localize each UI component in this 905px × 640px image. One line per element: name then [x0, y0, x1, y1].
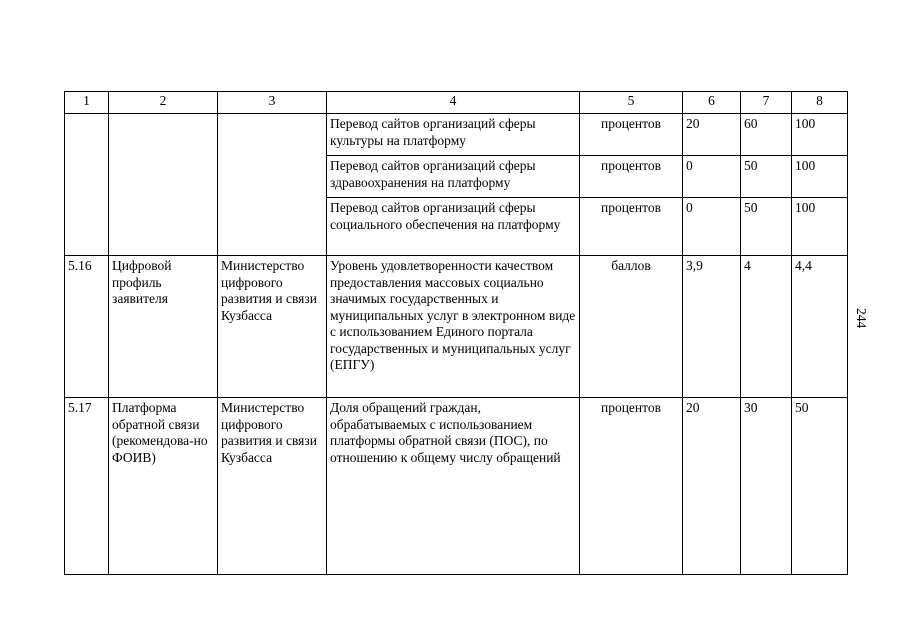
indicator-text: Уровень удовлетворенности качеством предоставления массовых социально значимых государственных и муниципальных услуг в электронном виде с использованием Единого портала государственных и муниципальных услуг (ЕПГУ) [327, 256, 580, 398]
value-col8: 100 [792, 198, 848, 256]
unit-cell: процентов [580, 114, 683, 156]
header-cell: 3 [218, 92, 327, 114]
header-cell: 2 [109, 92, 218, 114]
header-cell: 7 [741, 92, 792, 114]
value-col7: 50 [741, 156, 792, 198]
value-col7: 60 [741, 114, 792, 156]
header-cell: 4 [327, 92, 580, 114]
header-row [65, 92, 848, 114]
project-name: Цифровой профиль заявителя [109, 256, 218, 398]
row-number [65, 114, 109, 256]
value-col7: 4 [741, 256, 792, 398]
table-row [65, 256, 848, 398]
responsible-ministry [218, 114, 327, 256]
header-cell: 5 [580, 92, 683, 114]
row-number: 5.16 [65, 256, 109, 398]
value-col6: 20 [683, 398, 741, 575]
unit-cell: процентов [580, 398, 683, 575]
responsible-ministry: Министерство цифрового развития и связи Кузбасса [218, 256, 327, 398]
value-col6: 0 [683, 156, 741, 198]
header-cell: 6 [683, 92, 741, 114]
value-col8: 100 [792, 156, 848, 198]
unit-cell: процентов [580, 156, 683, 198]
responsible-ministry: Министерство цифрового развития и связи Кузбасса [218, 398, 327, 575]
project-name [109, 114, 218, 256]
row-number: 5.17 [65, 398, 109, 575]
indicator-text: Перевод сайтов организаций сферы социального обеспечения на платформу [327, 198, 580, 256]
indicator-text: Доля обращений граждан, обрабатываемых с использованием платформы обратной связи (ПОС), по отношению к общему числу обращений [327, 398, 580, 575]
value-col7: 30 [741, 398, 792, 575]
indicator-text: Перевод сайтов организаций сферы здравоохранения на платформу [327, 156, 580, 198]
page-number: 244 [854, 308, 869, 329]
value-col8: 100 [792, 114, 848, 156]
header-cell: 8 [792, 92, 848, 114]
header-cell: 1 [65, 92, 109, 114]
value-col6: 0 [683, 198, 741, 256]
table-row [65, 398, 848, 575]
unit-cell: баллов [580, 256, 683, 398]
value-col8: 4,4 [792, 256, 848, 398]
value-col6: 3,9 [683, 256, 741, 398]
indicator-text: Перевод сайтов организаций сферы культуры на платформу [327, 114, 580, 156]
indicators-table [64, 91, 848, 575]
unit-cell: процентов [580, 198, 683, 256]
value-col7: 50 [741, 198, 792, 256]
value-col8: 50 [792, 398, 848, 575]
project-name: Платформа обратной связи (рекомендова-но ФОИВ) [109, 398, 218, 575]
value-col6: 20 [683, 114, 741, 156]
table-row [65, 114, 848, 156]
